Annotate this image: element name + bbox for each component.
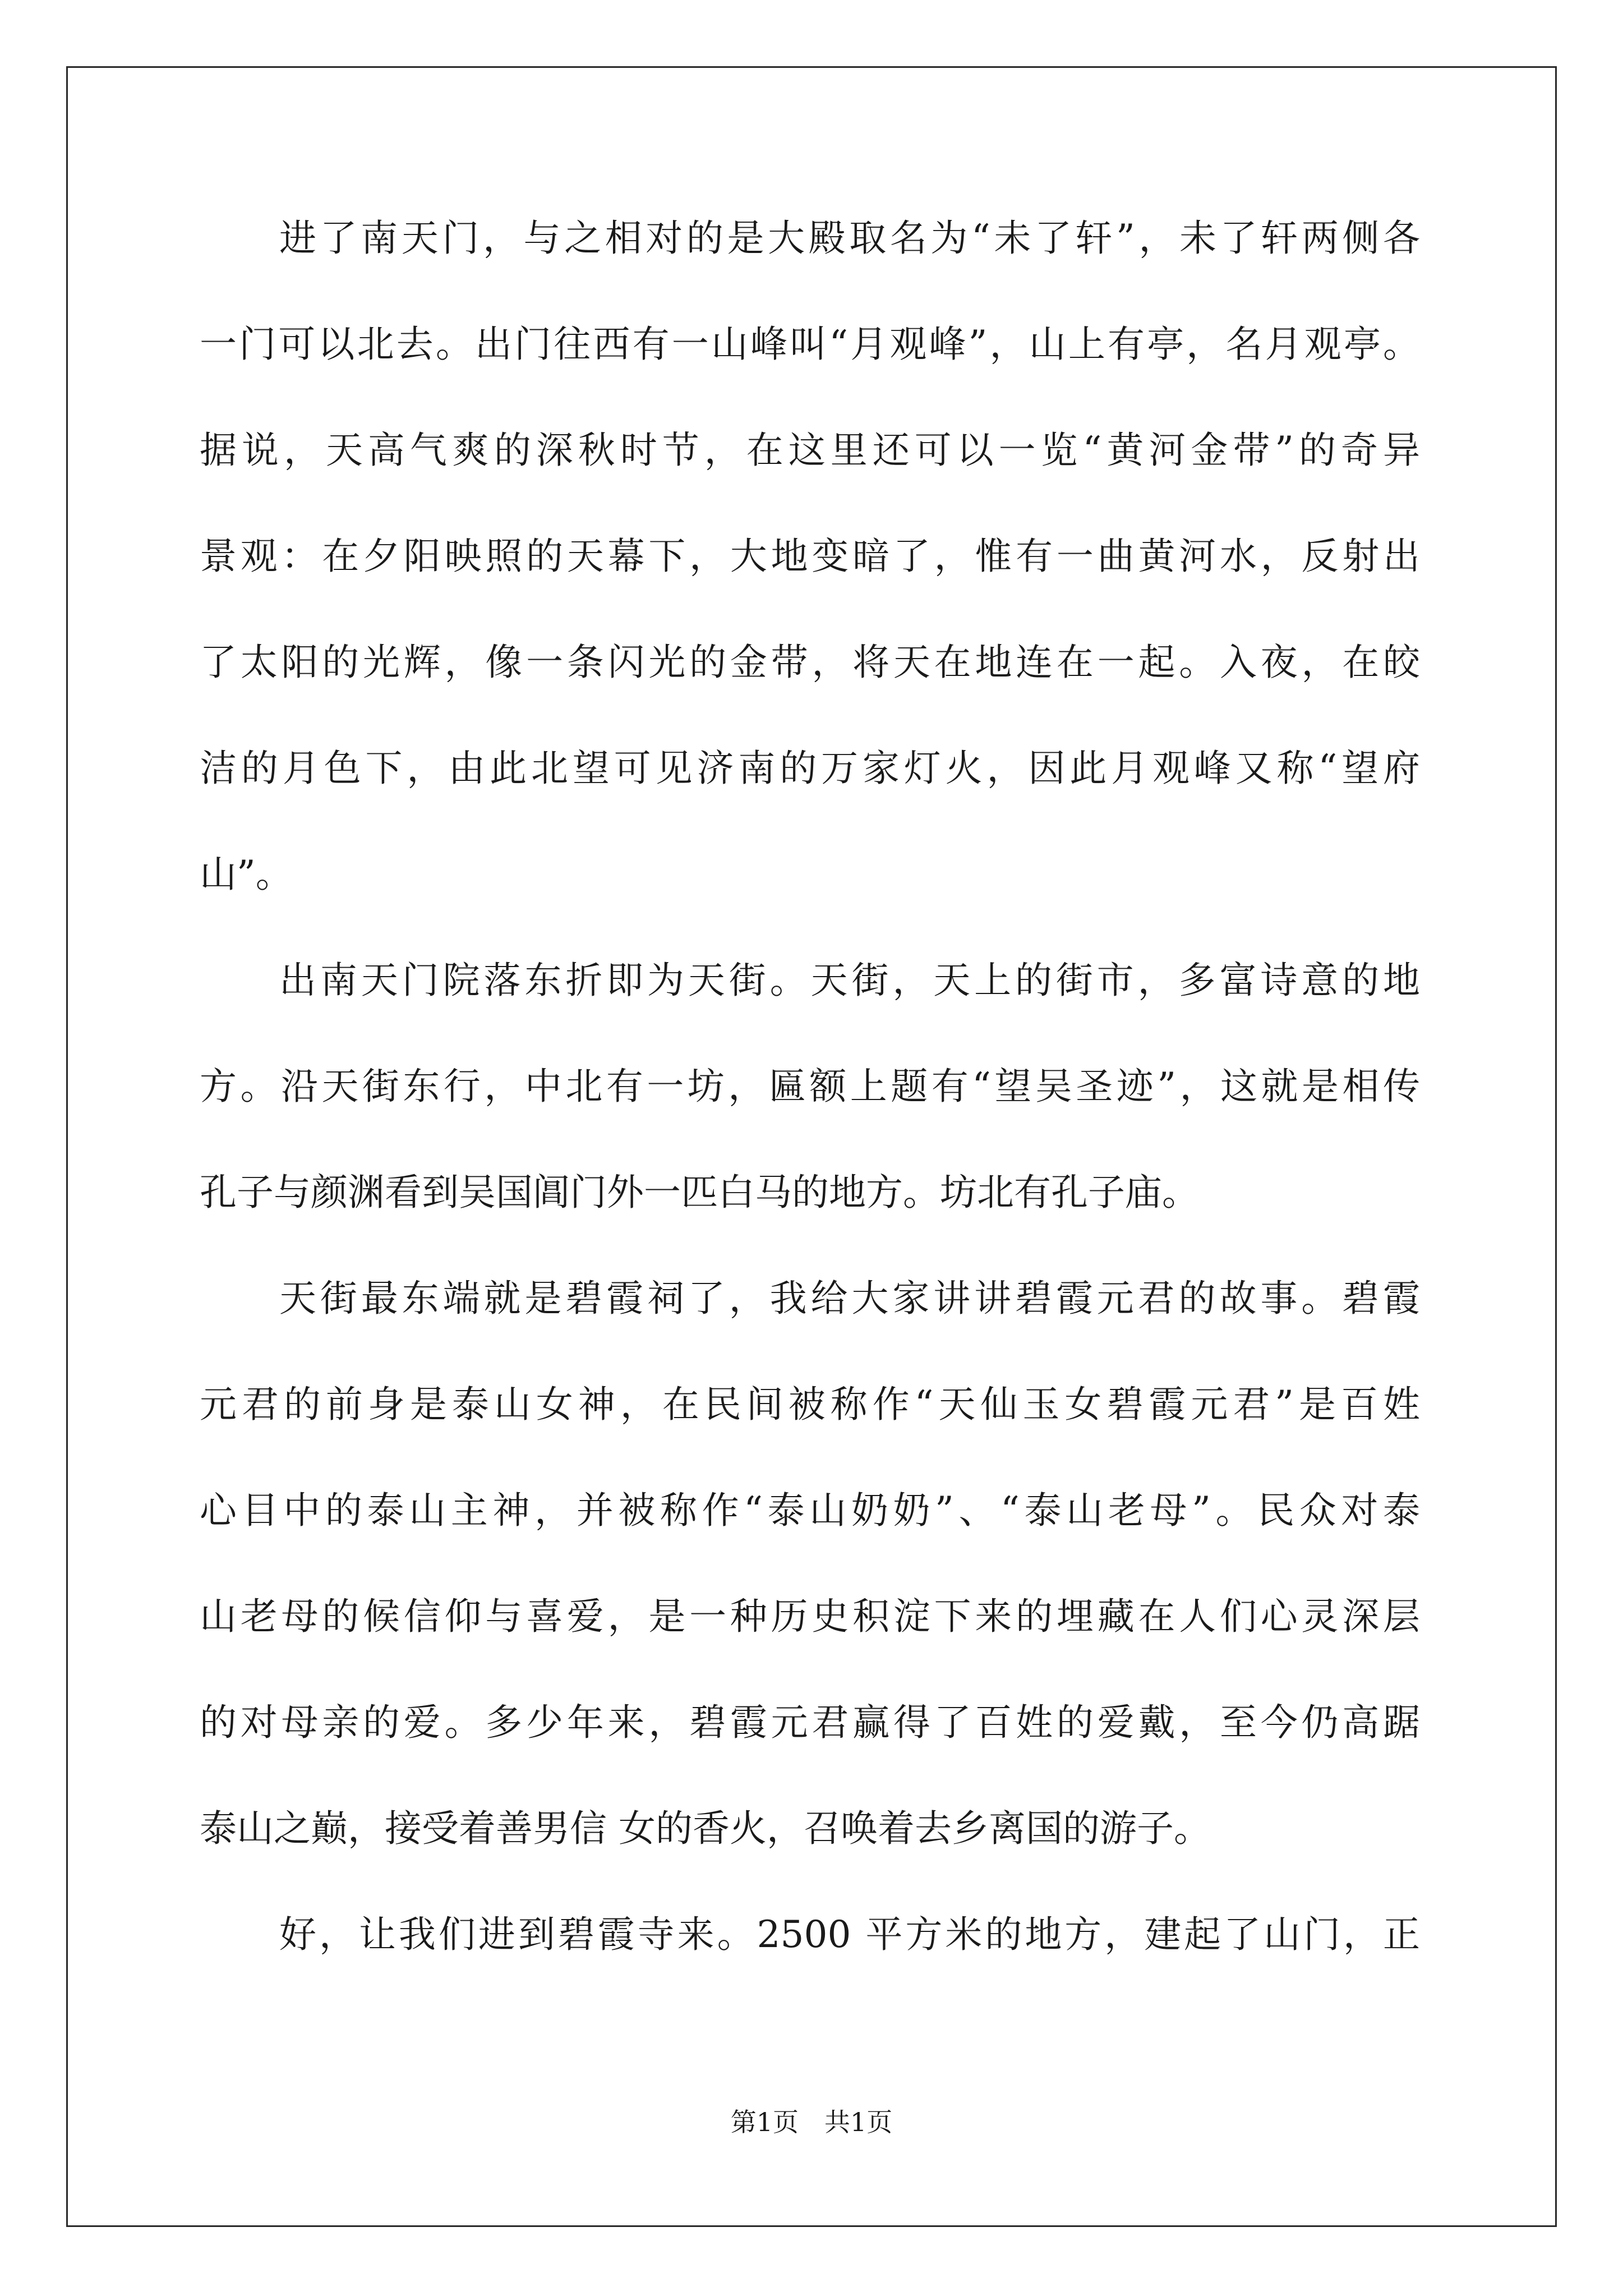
text-line: 了太阳的光辉，像一条闪光的金带，将天在地连在一起。入夜，在皎 bbox=[200, 641, 1420, 684]
text-line: 的对母亲的爱。多少年来，碧霞元君赢得了百姓的爱戴，至今仍高踞 bbox=[200, 1701, 1420, 1744]
text-line: 出南天门院落东折即为天街。天街，天上的街市，多富诗意的地 bbox=[279, 959, 1420, 1002]
text-line: 洁的月色下，由此北望可见济南的万家灯火，因此月观峰又称“望府 bbox=[200, 747, 1420, 790]
text-line: 一门可以北去。出门往西有一山峰叫“月观峰”，山上有亭，名月观亭。 bbox=[200, 323, 1420, 366]
text-line: 山老母的候信仰与喜爱，是一种历史积淀下来的埋藏在人们心灵深层 bbox=[200, 1595, 1420, 1638]
text-line: 据说，天高气爽的深秋时节，在这里还可以一览“黄河金带”的奇异 bbox=[200, 429, 1420, 472]
text-line: 进了南天门，与之相对的是大殿取名为“未了轩”，未了轩两侧各 bbox=[279, 217, 1420, 260]
text-line: 天街最东端就是碧霞祠了，我给大家讲讲碧霞元君的故事。碧霞 bbox=[279, 1277, 1420, 1320]
text-line: 景观：在夕阳映照的天幕下，大地变暗了，惟有一曲黄河水，反射出 bbox=[200, 535, 1420, 578]
text-line: 泰山之巅，接受着善男信 女的香火，召唤着去乡离国的游子。 bbox=[200, 1807, 1211, 1850]
document-body bbox=[200, 217, 1420, 2022]
text-line: 孔子与颜渊看到吴国阊门外一匹白马的地方。坊北有孔子庙。 bbox=[200, 1171, 1199, 1214]
text-line: 心目中的泰山主神，并被称作“泰山奶奶”、“泰山老母”。民众对泰 bbox=[200, 1489, 1420, 1532]
text-line: 元君的前身是泰山女神，在民间被称作“天仙玉女碧霞元君”是百姓 bbox=[200, 1383, 1420, 1426]
text-line: 好，让我们进到碧霞寺来。2500 平方米的地方，建起了山门，正 bbox=[279, 1913, 1420, 1956]
text-line: 方。沿天街东行，中北有一坊，匾额上题有“望吴圣迹”，这就是相传 bbox=[200, 1065, 1420, 1108]
page-footer: 第1页 共1页 bbox=[730, 2107, 893, 2137]
text-line: 山”。 bbox=[200, 853, 293, 896]
